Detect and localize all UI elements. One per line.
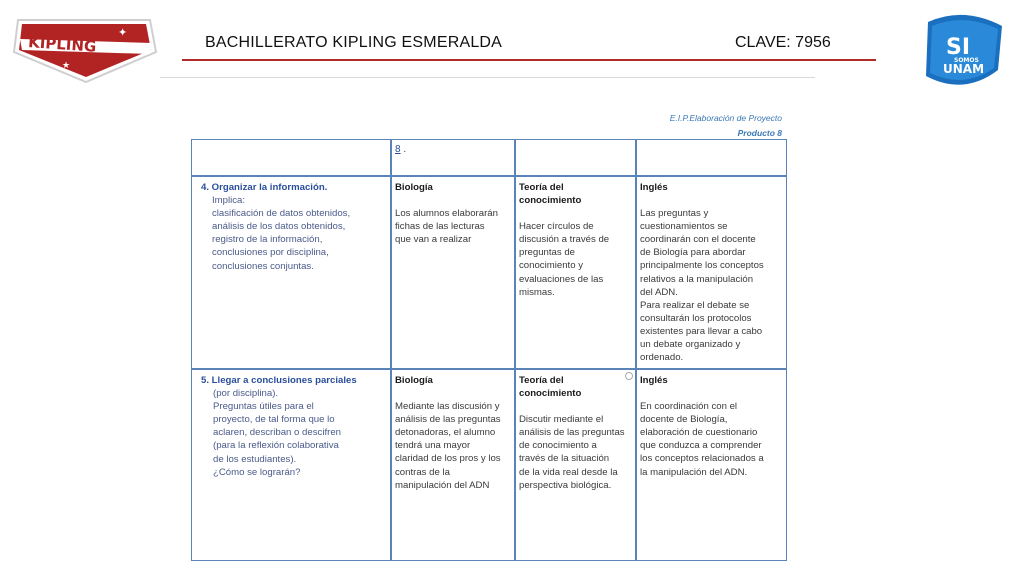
- table-col-divider: [390, 139, 392, 561]
- table-cell-tdc: [519, 181, 633, 299]
- kipling-logo: [10, 12, 160, 84]
- table-row-divider: [191, 175, 787, 177]
- slide-divider: [160, 77, 815, 78]
- unam-logo-somos: SOMOS: [954, 57, 979, 64]
- tdc-body: Hacer círculos de discusión a través de preguntas de conocimiento y evaluaciones de las mismas.: [519, 221, 610, 298]
- biology-body: Mediante las discusión y análisis de las preguntas detonadoras, el alumno tendrá una mayor claridad de los pros y los contras de la manipulación del ADN: [395, 401, 501, 491]
- doc-meta-title: E.I.P.Elaboración de Proyecto: [669, 113, 782, 123]
- table-row: [201, 181, 386, 273]
- step-body: (por disciplina). Preguntas útiles para el proyecto, de tal forma que lo aclaren, describan o descifren (para la reflexión colaborativa de los estudiantes). ¿Cómo se lograrán?: [213, 388, 341, 478]
- doc-meta-product: Producto 8: [737, 128, 782, 138]
- english-heading: Inglés: [640, 375, 668, 386]
- table-col-divider: [635, 139, 637, 561]
- table-cell-tdc: [519, 374, 633, 492]
- svg-text:✦: ✦: [118, 26, 128, 39]
- top-row-reference: 8 .: [395, 144, 407, 155]
- biology-body: Los alumnos elaborarán fichas de las lecturas que van a realizar: [395, 208, 498, 246]
- english-heading: Inglés: [640, 182, 668, 193]
- tdc-heading: Teoría del conocimiento: [519, 375, 582, 400]
- biology-heading: Biología: [395, 182, 433, 193]
- step-title: 4. Organizar la información.: [201, 182, 328, 193]
- tdc-heading: Teoría del conocimiento: [519, 182, 582, 207]
- kipling-logo-text: KIPLING: [27, 33, 97, 56]
- svg-text:★: ★: [62, 61, 71, 71]
- english-body: En coordinación con el docente de Biología, elaboración de cuestionario que conduzca a comprender los conceptos relacionados a la manipulación del ADN.: [640, 401, 764, 478]
- english-body: Las preguntas y cuestionamientos se coordinarán con el docente de Biología para abordar principalmente los conceptos relativos a la manipulación del ADN. Para realizar el debate se consultarán los protocolos existentes para llevar a cabo un debate organizado y ordenado.: [640, 208, 764, 364]
- school-clave: CLAVE: 7956: [735, 34, 831, 51]
- table-cell-biology: [395, 374, 512, 492]
- tdc-body: Discutir mediante el análisis de las preguntas de conocimiento a través de la situación de la vida real desde la perspectiva biológica.: [519, 414, 625, 491]
- header-rule: [182, 59, 876, 61]
- table-cell-english: [640, 181, 784, 364]
- table-row-divider: [191, 368, 787, 370]
- unam-logo-si: SI: [946, 35, 971, 60]
- table-cell-english: [640, 374, 784, 479]
- table-col-divider: [514, 139, 516, 561]
- unam-logo-unam: UNAM: [943, 62, 985, 76]
- step-body: Implica: clasificación de datos obtenidos, análisis de los datos obtenidos, registro de la información, conclusiones por disciplina, conclusiones conjuntas.: [212, 195, 351, 272]
- table-cell-biology: [395, 181, 512, 246]
- comment-marker-icon: [625, 372, 633, 380]
- page-title: BACHILLERATO KIPLING ESMERALDA: [205, 34, 503, 51]
- reference-link[interactable]: 8: [395, 144, 401, 155]
- biology-heading: Biología: [395, 375, 433, 386]
- table-row: [201, 374, 386, 479]
- unam-logo: [918, 10, 1010, 92]
- step-title: 5. Llegar a conclusiones parciales: [201, 375, 357, 386]
